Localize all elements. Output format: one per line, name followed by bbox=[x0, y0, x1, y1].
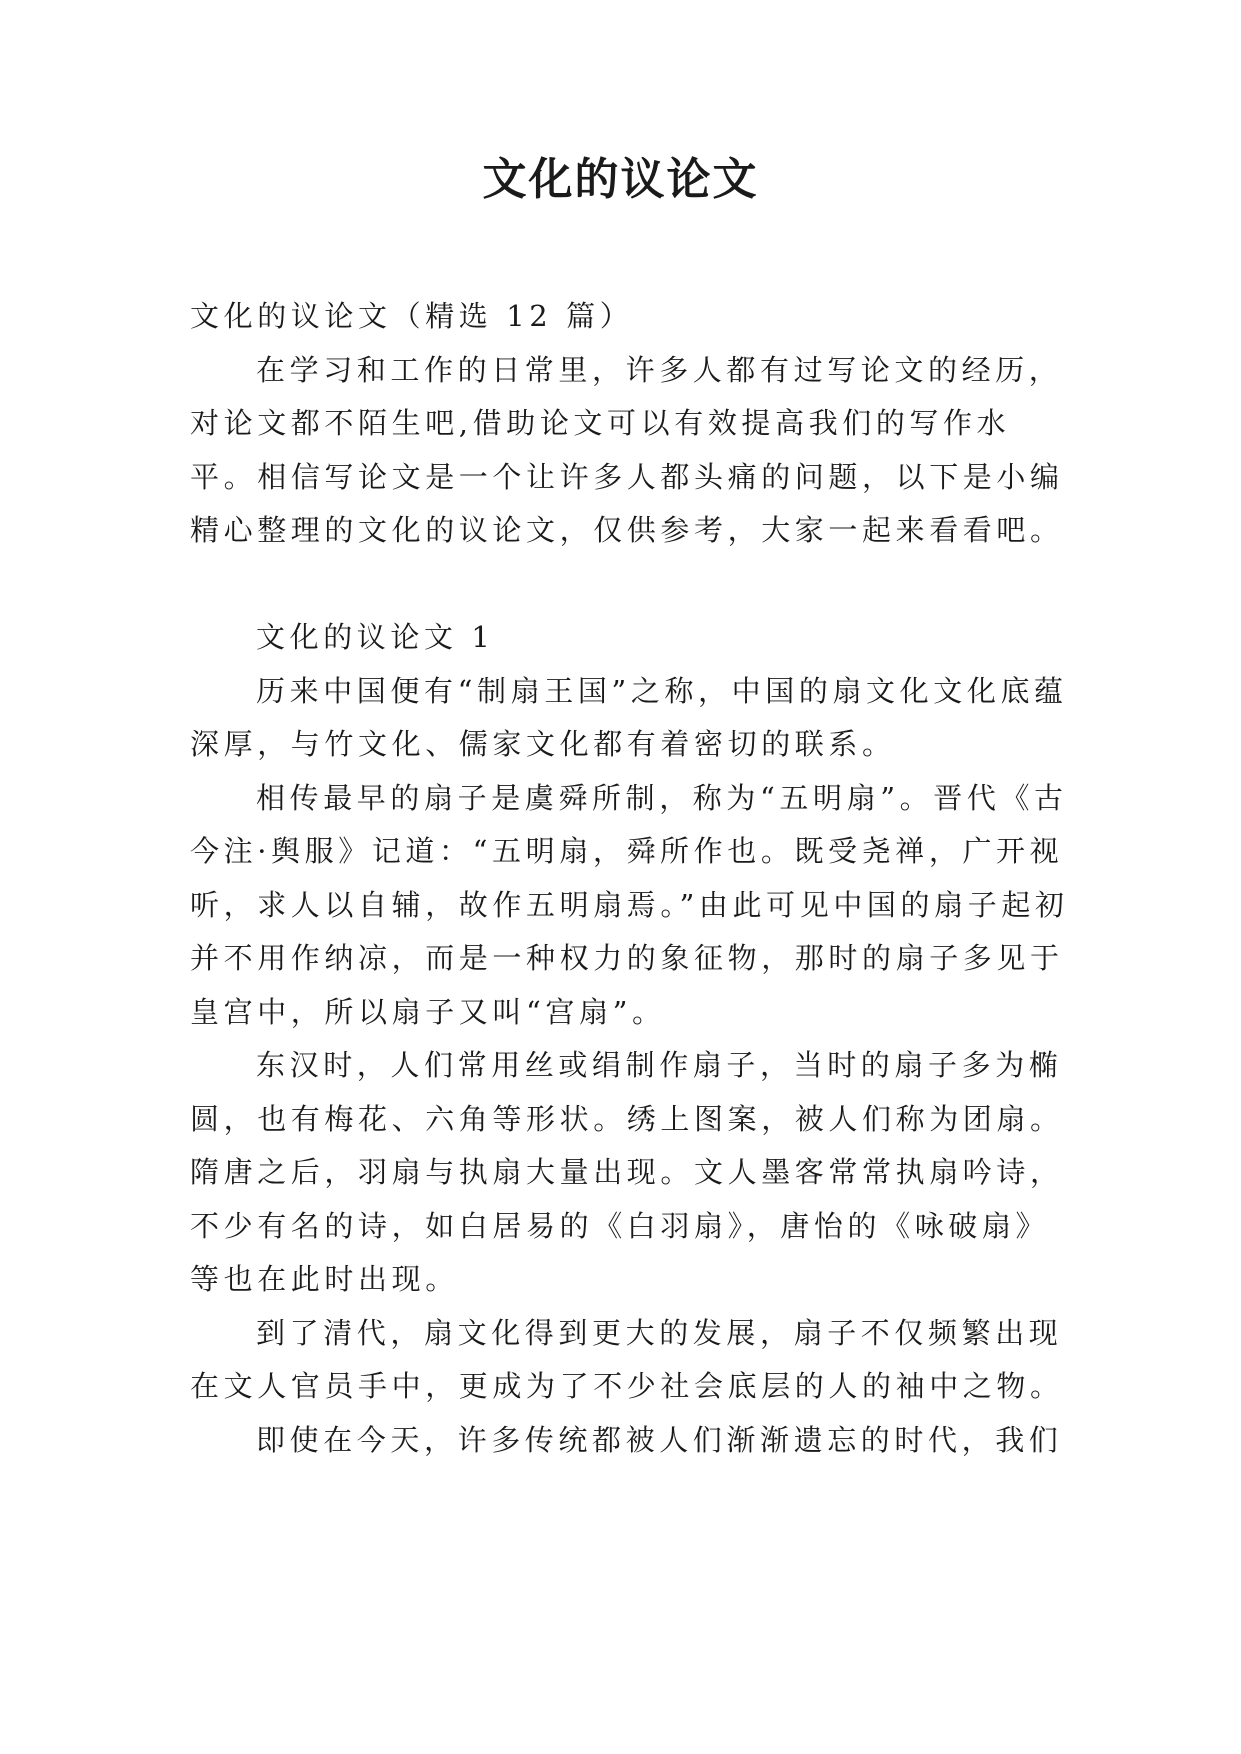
section-paragraph: 相传最早的扇子是虞舜所制，称为“五明扇”。晋代《古今注·舆服》记道：“五明扇，舜所作也。既受尧禅，广开视听，求人以自辅，故作五明扇焉。”由此可见中国的扇子起初并不用作纳凉，而是一种权力的象征物，那时的扇子多见于皇宫中，所以扇子又叫“宫扇”。 bbox=[190, 780, 1069, 1029]
page-title: 文化的议论文 bbox=[482, 154, 759, 205]
document-subtitle: 文化的议论文（精选 12 篇） bbox=[190, 299, 634, 333]
section-paragraph: 东汉时，人们常用丝或绢制作扇子，当时的扇子多为椭圆，也有梅花、六角等形状。绣上图案，被人们称为团扇。隋唐之后，羽扇与执扇大量出现。文人墨客常常执扇吟诗，不少有名的诗，如白居易的《白羽扇》，唐怡的《咏破扇》等也在此时出现。 bbox=[190, 1048, 1064, 1296]
section-paragraph: 到了清代，扇文化得到更大的发展，扇子不仅频繁出现在文人官员手中，更成为了不少社会底层的人的袖中之物。 bbox=[190, 1315, 1064, 1403]
paragraph-spacer bbox=[190, 558, 1070, 612]
document-body bbox=[190, 290, 1070, 1467]
intro-paragraph: 在学习和工作的日常里，许多人都有过写论文的经历，对论文都不陌生吧,借助论文可以有效提高我们的写作水平。相信写论文是一个让许多人都头痛的问题，以下是小编精心整理的文化的议论文，仅供参考，大家一起来看看吧。 bbox=[190, 352, 1064, 547]
section-paragraph: 即使在今天，许多传统都被人们渐渐遗忘的时代，我们 bbox=[256, 1422, 1063, 1457]
section-heading: 文化的议论文 1 bbox=[256, 620, 495, 654]
section-paragraph: 历来中国便有“制扇王国”之称，中国的扇文化文化底蕴深厚，与竹文化、儒家文化都有着密切的联系。 bbox=[190, 673, 1068, 761]
